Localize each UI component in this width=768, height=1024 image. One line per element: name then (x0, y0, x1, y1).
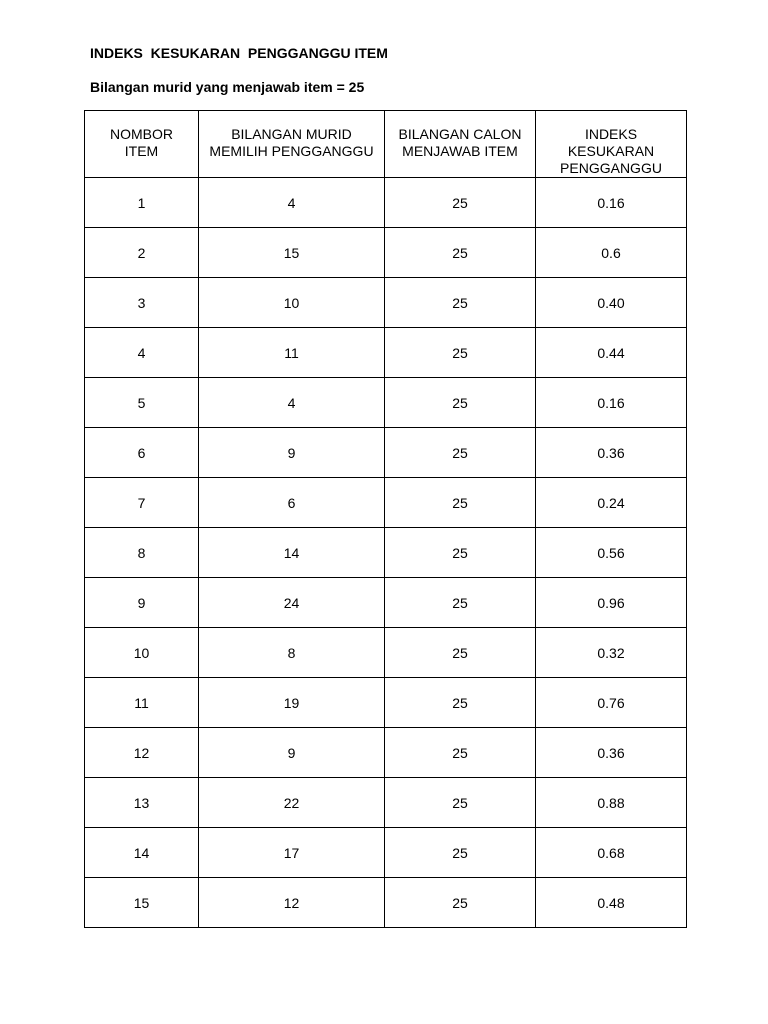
cell-murid-count: 9 (199, 728, 385, 778)
cell-murid-count: 12 (199, 878, 385, 928)
cell-item-number: 5 (85, 378, 199, 428)
cell-calon-count: 25 (385, 328, 536, 378)
table-row (85, 878, 687, 928)
cell-calon-count: 25 (385, 478, 536, 528)
cell-murid-count: 9 (199, 428, 385, 478)
header-row (85, 111, 687, 178)
cell-murid-count: 17 (199, 828, 385, 878)
table-row (85, 328, 687, 378)
cell-calon-count: 25 (385, 778, 536, 828)
cell-calon-count: 25 (385, 628, 536, 678)
cell-calon-count: 25 (385, 378, 536, 428)
cell-item-number: 13 (85, 778, 199, 828)
cell-index-value: 0.16 (536, 178, 687, 228)
cell-murid-count: 4 (199, 378, 385, 428)
cell-index-value: 0.48 (536, 878, 687, 928)
header-bilangan-calon: BILANGAN CALON MENJAWAB ITEM (385, 111, 536, 178)
cell-index-value: 0.40 (536, 278, 687, 328)
cell-murid-count: 8 (199, 628, 385, 678)
cell-index-value: 0.68 (536, 828, 687, 878)
table-row (85, 178, 687, 228)
table-row (85, 728, 687, 778)
data-table (84, 110, 687, 928)
cell-item-number: 11 (85, 678, 199, 728)
cell-calon-count: 25 (385, 528, 536, 578)
header-indeks: INDEKS KESUKARAN PENGGANGGU (536, 111, 687, 178)
cell-index-value: 0.36 (536, 728, 687, 778)
cell-item-number: 8 (85, 528, 199, 578)
cell-item-number: 1 (85, 178, 199, 228)
cell-murid-count: 22 (199, 778, 385, 828)
table-row (85, 278, 687, 328)
table-row (85, 578, 687, 628)
cell-index-value: 0.88 (536, 778, 687, 828)
table-row (85, 828, 687, 878)
cell-murid-count: 19 (199, 678, 385, 728)
cell-index-value: 0.56 (536, 528, 687, 578)
cell-murid-count: 11 (199, 328, 385, 378)
table-row (85, 228, 687, 278)
table-row (85, 628, 687, 678)
cell-calon-count: 25 (385, 578, 536, 628)
table-body (85, 178, 687, 928)
cell-calon-count: 25 (385, 878, 536, 928)
table-row (85, 378, 687, 428)
cell-item-number: 14 (85, 828, 199, 878)
header-bilangan-murid: BILANGAN MURID MEMILIH PENGGANGGU (199, 111, 385, 178)
cell-item-number: 15 (85, 878, 199, 928)
cell-item-number: 4 (85, 328, 199, 378)
table-row (85, 428, 687, 478)
subtitle: Bilangan murid yang menjawab item = 25 (90, 79, 365, 95)
cell-item-number: 2 (85, 228, 199, 278)
table-row (85, 528, 687, 578)
table-row (85, 478, 687, 528)
cell-index-value: 0.44 (536, 328, 687, 378)
cell-index-value: 0.6 (536, 228, 687, 278)
cell-calon-count: 25 (385, 828, 536, 878)
cell-murid-count: 4 (199, 178, 385, 228)
header-nombor-item: NOMBOR ITEM (85, 111, 199, 178)
table-row (85, 678, 687, 728)
cell-item-number: 12 (85, 728, 199, 778)
cell-index-value: 0.16 (536, 378, 687, 428)
cell-murid-count: 6 (199, 478, 385, 528)
cell-index-value: 0.96 (536, 578, 687, 628)
cell-murid-count: 14 (199, 528, 385, 578)
cell-index-value: 0.36 (536, 428, 687, 478)
cell-item-number: 7 (85, 478, 199, 528)
cell-murid-count: 24 (199, 578, 385, 628)
cell-index-value: 0.76 (536, 678, 687, 728)
cell-calon-count: 25 (385, 178, 536, 228)
cell-calon-count: 25 (385, 278, 536, 328)
table-row (85, 778, 687, 828)
table-header (85, 111, 687, 178)
cell-calon-count: 25 (385, 728, 536, 778)
cell-item-number: 6 (85, 428, 199, 478)
cell-murid-count: 15 (199, 228, 385, 278)
cell-item-number: 10 (85, 628, 199, 678)
cell-calon-count: 25 (385, 428, 536, 478)
cell-index-value: 0.24 (536, 478, 687, 528)
cell-item-number: 3 (85, 278, 199, 328)
cell-item-number: 9 (85, 578, 199, 628)
cell-index-value: 0.32 (536, 628, 687, 678)
cell-murid-count: 10 (199, 278, 385, 328)
cell-calon-count: 25 (385, 678, 536, 728)
cell-calon-count: 25 (385, 228, 536, 278)
page-title: INDEKS KESUKARAN PENGGANGGU ITEM (90, 45, 388, 61)
